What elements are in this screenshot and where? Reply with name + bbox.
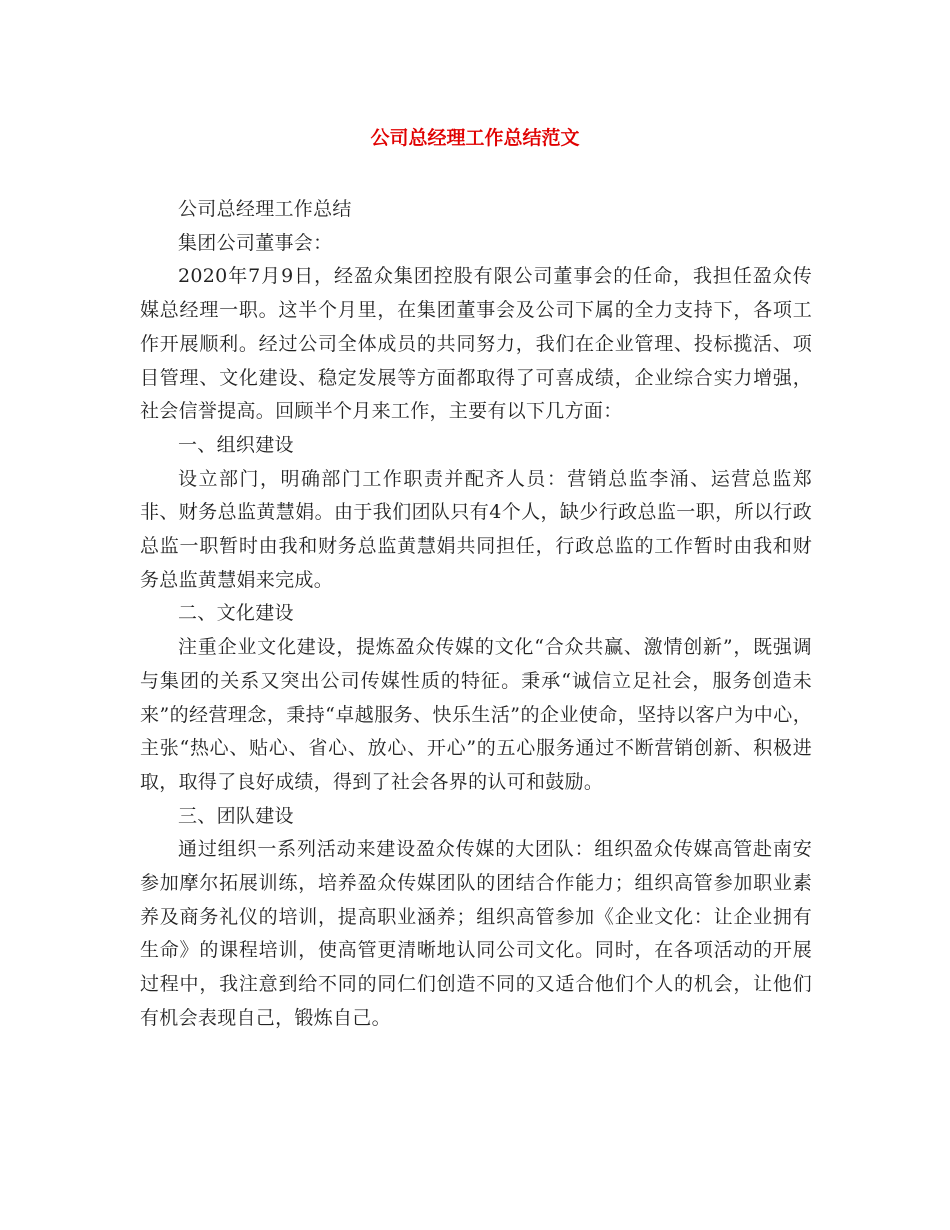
section-heading-culture: 二、文化建设 <box>178 602 294 625</box>
paragraph-intro: 2020年7月9日，经盈众集团控股有限公司董事会的任命，我担任盈众传媒总经理一职。这半个月里，在集团董事会及公司下属的全力支持下，各项工作开展顺利。经过公司全体成员的共同努力，我们在企业管理、投标揽活、项目管理、文化建设、稳定发展等方面都取得了可喜成绩，企业综合实力增强，社会信誉提高。回顾半个月来工作，主要有以下几方面： <box>140 265 812 423</box>
paragraph-team: 通过组织一系列活动来建设盈众传媒的大团队：组织盈众传媒高管赴南安参加摩尔拓展训练，培养盈众传媒团队的团结合作能力；组织高管参加职业素养及商务礼仪的培训，提高职业涵养；组织高管参加《企业文化：让企业拥有生命》的课程培训，使高管更清晰地认同公司文化。同时，在各项活动的开展过程中，我注意到给不同的同仁们创造不同的又适合他们个人的机会，让他们有机会表现自己，锻炼自己。 <box>140 838 812 1029</box>
paragraph-organization: 设立部门，明确部门工作职责并配齐人员：营销总监李涌、运营总监郑非、财务总监黄慧娟。由于我们团队只有4个人，缺少行政总监一职，所以行政总监一职暂时由我和财务总监黄慧娟共同担任，行政总监的工作暂时由我和财务总监黄慧娟来完成。 <box>140 467 812 591</box>
section-heading-team: 三、团队建设 <box>178 804 294 827</box>
paragraph-salutation: 集团公司董事会： <box>178 231 333 254</box>
document-body <box>140 193 812 1036</box>
paragraph-heading: 公司总经理工作总结 <box>178 198 352 220</box>
paragraph-culture: 注重企业文化建设，提炼盈众传媒的文化“合众共赢、激情创新”，既强调与集团的关系又突出公司传媒性质的特征。秉承“诚信立足社会，服务创造未来”的经营理念，秉持“卓越服务、快乐生活”的企业使命，坚持以客户为中心，主张“热心、贴心、省心、放心、开心”的五心服务通过不断营销创新、积极进取，取得了良好成绩，得到了社会各界的认可和鼓励。 <box>140 636 812 793</box>
document-title: 公司总经理工作总结范文 <box>370 127 580 149</box>
section-heading-organization: 一、组织建设 <box>178 433 294 456</box>
